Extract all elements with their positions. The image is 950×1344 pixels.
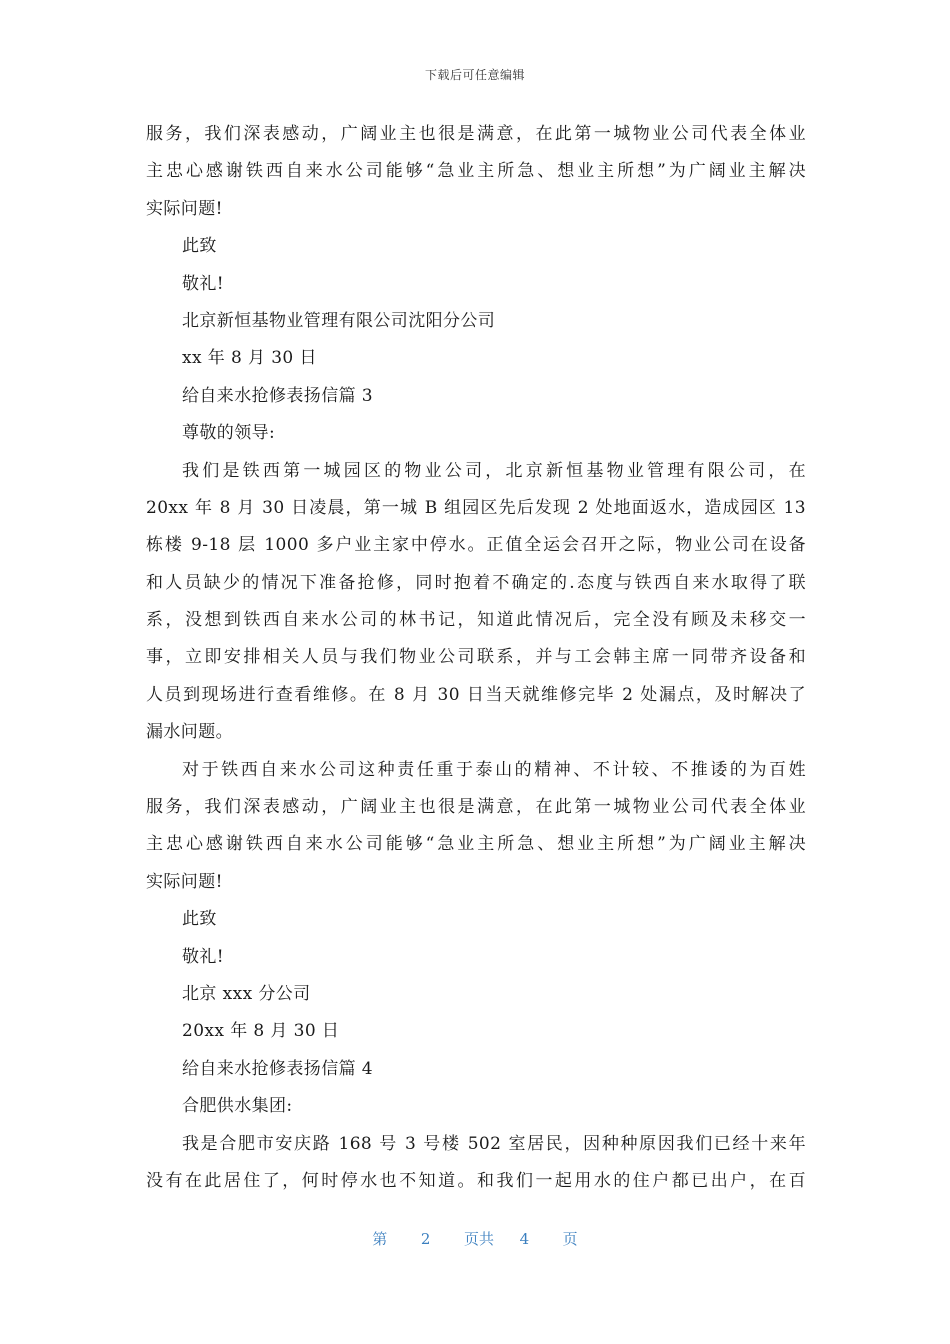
total-page-number: 4	[519, 1230, 530, 1248]
body-line: 主忠心感谢铁西自来水公司能够“急业主所急、想业主所想”为广阔业主解决	[146, 834, 806, 855]
page-footer	[0, 1228, 950, 1249]
page-label: 第	[372, 1230, 388, 1248]
body-line: 漏水问题。	[146, 722, 233, 743]
body-line: 栋楼 9-18 层 1000 多户业主家中停水。正值全运会召开之际，物业公司在设备	[146, 535, 806, 556]
body-line: 对于铁西自来水公司这种责任重于泰山的精神、不计较、不推诿的为百姓	[182, 759, 806, 780]
body-line: 系，没想到铁西自来水公司的林书记，知道此情况后，完全没有顾及未移交一	[146, 610, 806, 631]
body-line: 我是合肥市安庆路 168 号 3 号楼 502 室居民，因种种原因我们已经十来年	[182, 1133, 806, 1154]
body-line: 人员到现场进行查看维修。在 8 月 30 日当天就维修完毕 2 处漏点，及时解决了	[146, 684, 806, 705]
page-unit-label: 页	[562, 1230, 578, 1248]
body-line: 我们是铁西第一城园区的物业公司，北京新恒基物业管理有限公司，在	[182, 460, 806, 481]
body-line: 实际问题!	[146, 198, 223, 219]
body-line: 和人员缺少的情况下准备抢修，同时抱着不确定的.态度与铁西自来水取得了联	[146, 572, 806, 593]
header-note: 下载后可任意编辑	[424, 68, 525, 82]
body-line: xx 年 8 月 30 日	[182, 348, 317, 369]
body-line: 20xx 年 8 月 30 日凌晨，第一城 B 组园区先后发现 2 处地面返水，造成园区 13	[146, 497, 806, 518]
page-mid-label: 页共	[463, 1230, 494, 1248]
body-line: 此致	[182, 909, 217, 930]
body-line: 给自来水抢修表扬信篇 3	[182, 385, 374, 406]
body-line: 没有在此居住了，何时停水也不知道。和我们一起用水的住户都已出户，在百	[146, 1170, 806, 1191]
body-line: 尊敬的领导:	[182, 423, 276, 444]
body-line: 服务，我们深表感动，广阔业主也很是满意，在此第一城物业公司代表全体业	[146, 124, 806, 144]
body-line: 主忠心感谢铁西自来水公司能够“急业主所急、想业主所想”为广阔业主解决	[146, 161, 806, 182]
document-body	[146, 116, 806, 1200]
body-line: 敬礼!	[182, 273, 225, 294]
body-line: 北京新恒基物业管理有限公司沈阳分公司	[182, 310, 496, 331]
body-line: 服务，我们深表感动，广阔业主也很是满意，在此第一城物业公司代表全体业	[146, 797, 806, 818]
body-line: 给自来水抢修表扬信篇 4	[182, 1058, 374, 1079]
body-line: 实际问题!	[146, 871, 223, 892]
body-line: 敬礼!	[182, 946, 225, 967]
body-line: 北京 xxx 分公司	[182, 983, 311, 1004]
body-line: 20xx 年 8 月 30 日	[182, 1021, 340, 1042]
body-line: 事，立即安排相关人员与我们物业公司联系，并与工会韩主席一同带齐设备和	[146, 647, 806, 668]
current-page-number: 2	[420, 1230, 431, 1248]
body-line: 合肥供水集团:	[182, 1096, 293, 1117]
body-line: 此致	[182, 236, 217, 257]
